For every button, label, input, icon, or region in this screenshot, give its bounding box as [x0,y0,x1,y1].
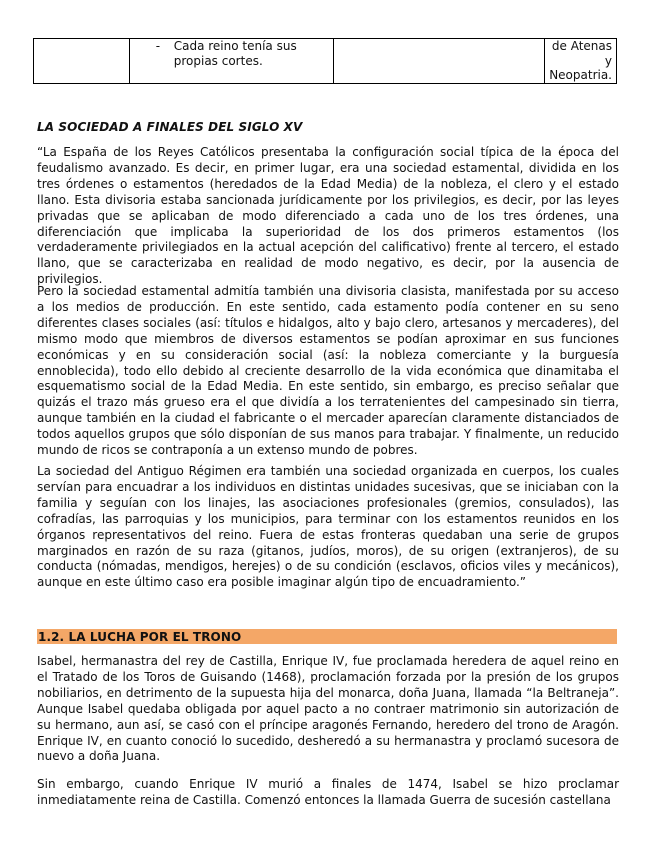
paragraph-lucha-2: Sin embargo, cuando Enrique IV murió a finales de 1474, Isabel se hizo proclamar inmediatamente reina de Castilla. Comenzó entonces la llamada Guerra de sucesión castellana [37,777,619,807]
paragraph-lucha-1: Isabel, hermanastra del rey de Castilla, Enrique IV, fue proclamada heredera de aquel reino en el Tratado de los Toros de Guisando (1468), proclamación forzada por la presión de los grupos nobiliarios, en detrimento de la supuesta hija del monarca, doña Juana, llamada “la Beltraneja”. Aunque Isabel quedaba obligada por aquel pacto a no contraer matrimonio sin autorización de su hermano, aun así, se casó con el príncipe aragonés Fernando, heredero del trono de Aragón. Enrique IV, en cuanto conoció lo sucedido, desheredó a su hermanastra y proclamó sucesora de nuevo a doña Juana. [37,654,619,764]
table-row [34,39,617,84]
table-cell-1 [34,39,130,84]
table-cell-3 [334,39,545,84]
bullet-dash: - [155,39,161,53]
section-heading-society: LA SOCIEDAD A FINALES DEL SIGLO XV [37,120,303,134]
section-title-lucha-trono: 1.2. LA LUCHA POR EL TRONO [38,630,242,644]
previous-page-table-fragment [33,38,617,84]
paragraph-society-3: La sociedad del Antiguo Régimen era también una sociedad organizada en cuerpos, los cuales servían para encuadrar a los individuos en distintas unidades sucesivas, que se iniciaban con la familia y seguían con los linajes, las asociaciones profesionales (gremios, consulados), las cofradías, las parroquias y los municipios, para terminar con los estamentos reunidos en los órganos representativos del reino. Fuera de estas fronteras quedaban una serie de grupos marginados en razón de su raza (gitanos, judíos, moros), de su origen (extranjeros), de su conducta (nómadas, mendigos, herejes) o de su condición (esclavos, oficios viles y mecánicos), aunque en este último caso era posible imaginar algún tipo de encuadramiento.” [37,464,619,590]
paragraph-society-1: “La España de los Reyes Católicos presentaba la configuración social típica de la época del feudalismo avanzado. Es decir, en primer lugar, era una sociedad estamental, dividida en los tres órdenes o estamentos (heredados de la Edad Media) de la nobleza, el clero y el estado llano. Esta divisoria estaba sancionada jurídicamente por los privilegios, es decir, por las leyes privadas que se aplicaban de modo diferenciado a cada uno de los tres órdenes, una diferenciación que implicaba la superioridad de los dos primeros estamentos (los verdaderamente privilegiados en la actual acepción del calificativo) frente al tercero, el estado llano, que se caracterizaba en realidad de modo negativo, es decir, por la ausencia de privilegios. [37,145,619,287]
table-cell-2-text: Cada reino tenía sus propias cortes. [173,39,297,68]
paragraph-society-2: Pero la sociedad estamental admitía también una divisoria clasista, manifestada por su acceso a los medios de producción. En este sentido, cada estamento podía contener en su seno diferentes clases sociales (así: títulos e hidalgos, alto y bajo clero, artesanos y mercaderes), del mismo modo que miembros de diversos estamentos se podían aproximar en sus funciones económicas y en su consideración social (así: la nobleza comerciante y la burguesía ennoblecida), todo ello debido al creciente desarrollo de la vida económica que dinamitaba el esquematismo social de la Edad Media. En este sentido, sin embargo, es preciso señalar que quizás el trazo más grueso era el que dividía a los terratenientes del campesinado sin tierra, aunque también en la ciudad el fabricante o el mercader aparecían claramente distanciados de todos aquellos grupos que sólo disponían de sus manos para trabajar. Y finalmente, un reducido mundo de ricos se contraponía a un extenso mundo de pobres. [37,284,619,458]
table-cell-4: de Atenas y Neopatria. [545,39,617,84]
table-cell-2 [129,39,333,84]
